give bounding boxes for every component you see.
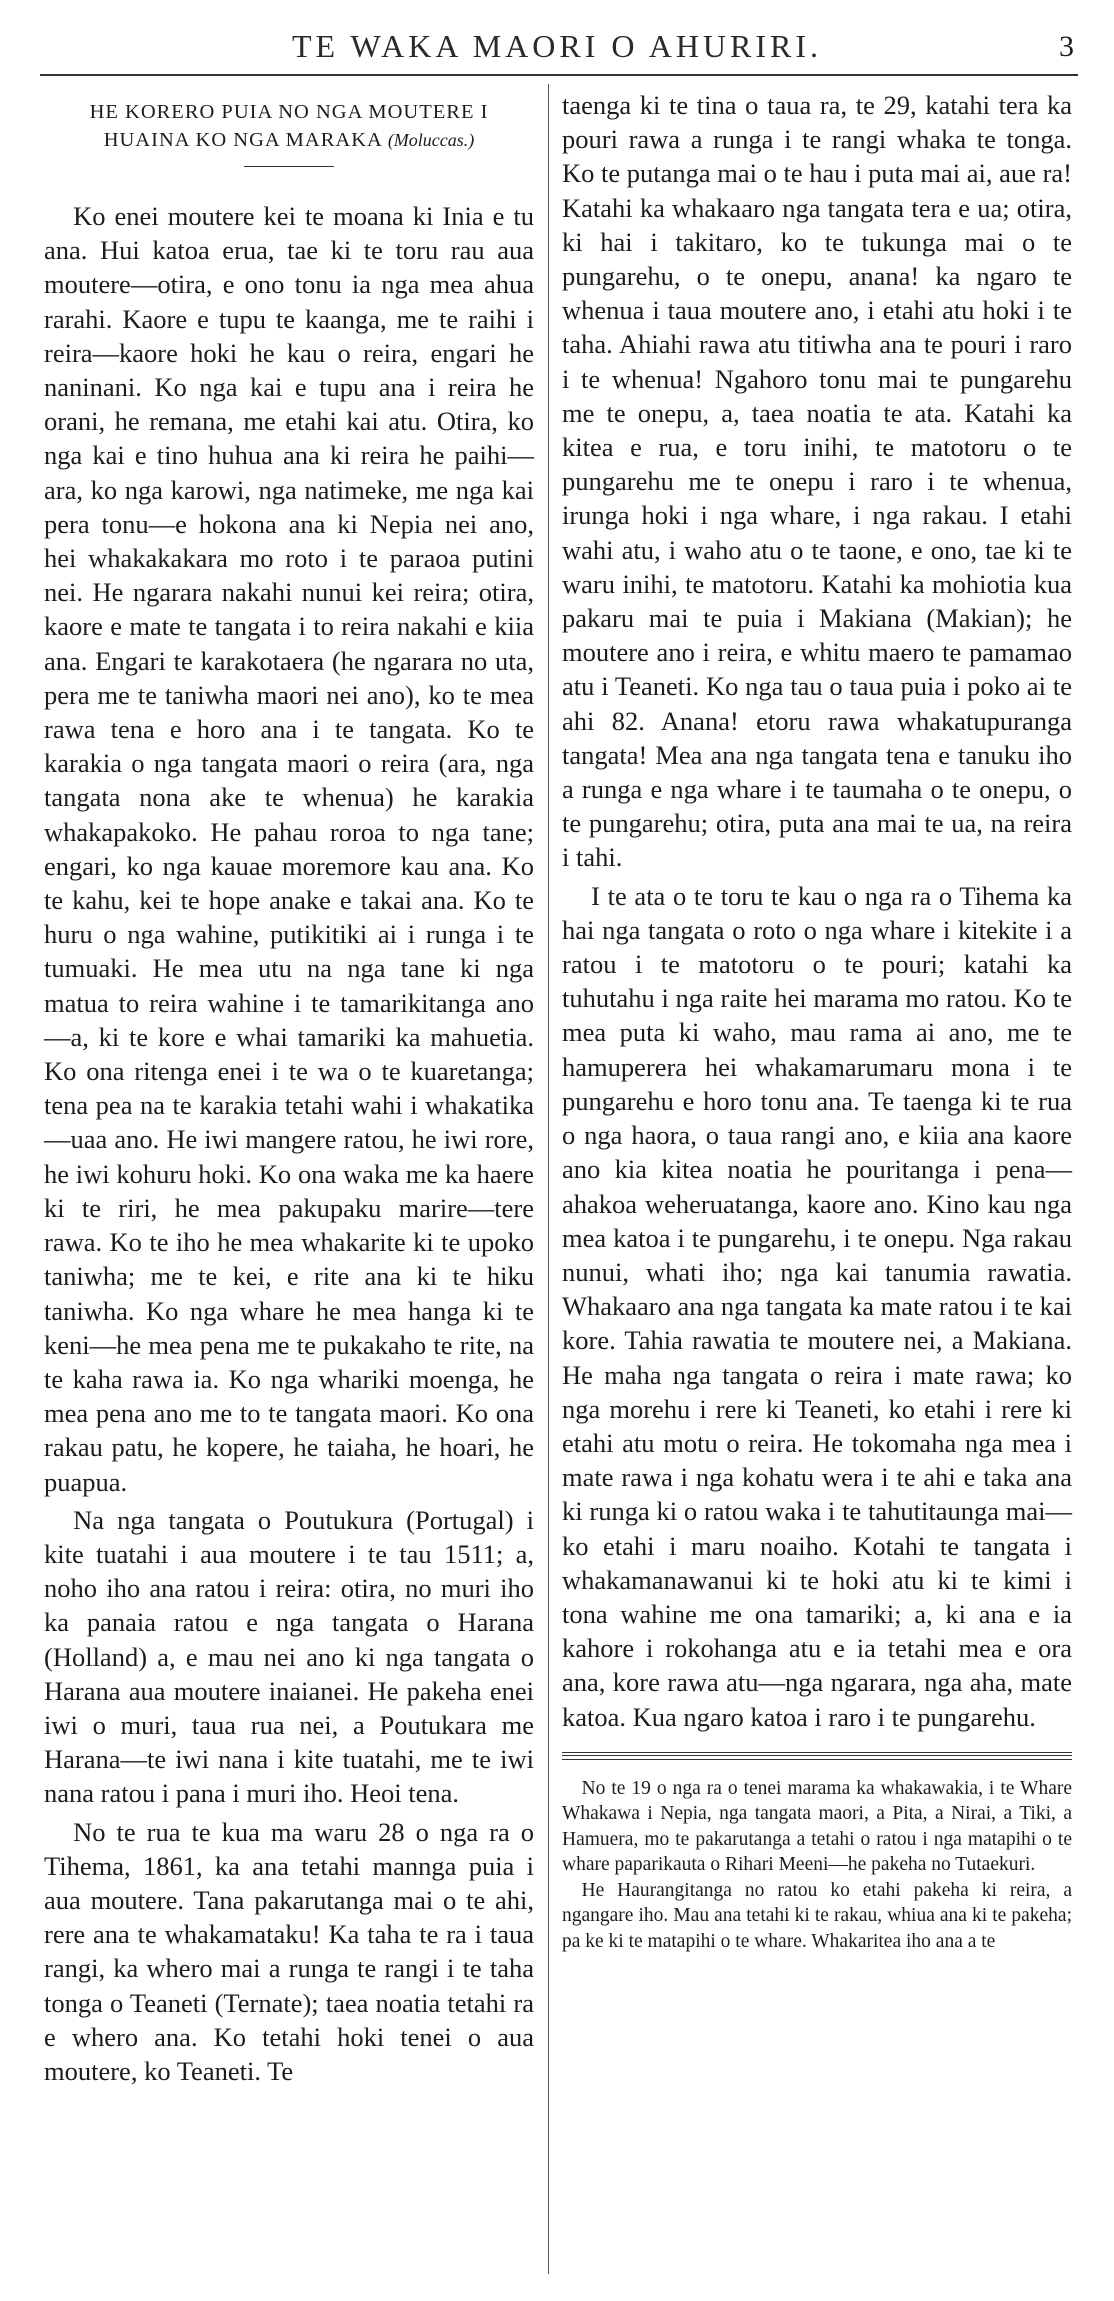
title-rule <box>244 166 334 167</box>
article-paragraph-3-continued: taenga ki te tina o taua ra, te 29, katahi tera ka pouri rawa a runga i te rangi whaka te tonga. Ko te putanga mai o te hau i puta mai ai, aue ra! Katahi ka whakaaro nga tangata tera e ua; otira, ki hai i takitaro, ko te tukunga mai o te pungarehu, o te onepu, anana! ka ngaro te whenua i taua moutere ano, i etahi atu hoki i te taha. Ahiahi rawa atu titiwha ana te pouri i raro i te whenua! Ngahoro tonu mai te pungarehu me te onepu, a, taea noatia te ata. Katahi ka kitea e rua, e toru inihi, te matotoru o te pungarehu me te onepu i raro i te whenua, irunga hoki i nga whare, i nga rakau. I etahi wahi atu, i waho atu o te taone, e ono, tae ki te waru inihi, te matotoru. Katahi ka mohiotia kua pakaru mai te puia i Makiana (Makian); he moutere ano i reira, e whitu maero te pamamao atu i Teaneti. Ko nga tau o taua puia i poko ai te ahi 82. Anana! etoru rawa whakatupuranga tangata! Mea ana nga tangata tena e tanuku iho a runga e nga whare i te taumaha o te onepu, o te pungarehu; otira, puta ana mai te ua, na reira i tahi. <box>562 90 1072 873</box>
article-paragraph-2: Na nga tangata o Poutukura (Portugal) i kite tuatahi i aua moutere i te tau 1511; a, noho iho ana ratou i reira: otira, no muri iho ka panaia ratou e nga tangata o Harana (Holland) a, e mau nei ano ki nga tangata o Harana aua moutere inaianei. He pakeha enei iwi o muri, taua rua nei, a Poutukara me Harana—te iwi nana i kite tuatahi, me te iwi nana ratou i pana i muri iho. Heoi tena. <box>44 1504 534 1809</box>
article-paragraph-1: Ko enei moutere kei te moana ki Inia e tu ana. Hui katoa erua, tae ki te toru rau aua moutere—otira, e ono tonu ia nga mea ahua rarahi. Kaore e tupu te kaanga, me te raihi i reira—kaore hoki he kau o reira, engari he naninani. Ko nga kai e tupu ana i reira he orani, he remana, me etahi kai atu. Otira, ko nga kai e tino huhua ana ki reira he paihi—ara, ko nga karowi, nga natimeke, me nga kai pera tonu—e hokona ana ki Nepia nei ano, hei whakakakara mo roto i te paraoa putini nei. He ngarara nakahi nunui kei reira; otira, kaore e mate te tangata i to reira nakahi e kiia ana. Engari te karakotaera (he ngarara no uta, pera me te taniwha maori nei ano), ko te mea rawa tena e horo ana i te tangata. Ko te karakia o nga tangata maori o reira (ara, nga tangata nona ake te whenua) he karakia whakapakoko. He pahau roroa to nga tane; engari, ko nga kauae moremore kau ana. Ko te kahu, kei te hope anake e takai ana. Ko te huru o nga wahine, putikitiki ai i runga i te tumuaki. He mea utu na nga tane ki nga matua to reira wahine i te tamarikitanga ano—a, ki te kore e whai tamariki ka mahuetia. Ko ona ritenga enei i te wa o te kuaretanga; tena pea na te karakia tetahi wahi i whakatika—uaa ano. He iwi mangere ratou, he iwi rore, he iwi kohuru hoki. Ko ona waka me ka haere ki te riri, he mea pakupaku marire—tere rawa. Ko te iho he mea whakarite ki te upoko taniwha; me te kei, e rite ana ki te hiku taniwha. Ko nga whare he mea hanga ki te keni—he mea pena me te pukakaho te rite, na te kaha rawa ia. Ko nga whariki moenga, he mea pena ano me to te tangata maori. Ko ona rakau patu, he kopere, he taiaha, he hoari, he puapua. <box>44 201 534 1497</box>
article-paragraph-3: No te rua te kua ma waru 28 o nga ra o Tihema, 1861, ka ana tetahi mannga puia i aua moutere. Tana pakarutanga mai o te ahi, rere ana te whakamataku! Ka taha te ra i taua rangi, ka whero mai a runga te rangi i te taha tonga o Teaneti (Ternate); taea noatia tetahi ra e whero ana. Ko tetahi hoki tenei o aua moutere, ko Teaneti. Te <box>44 1816 534 2086</box>
header-rule <box>40 74 1078 76</box>
page-number: 3 <box>1059 30 1074 63</box>
right-column <box>562 88 1072 1954</box>
running-head: TE WAKA MAORI O AHURIRI. <box>291 28 823 64</box>
article-paragraph-4: I te ata o te toru te kau o nga ra o Tihema ka hai nga tangata o roto o nga whare i kitekite i a ratou i te matotoru o te pouri; katahi ka tuhutahu i nga raite hei marama mo ratou. Ko te mea puta ki waho, mau rama ai ano, me te hamuperera hei whakamarumaru mona i te pungarehu e horo tonu ana. Te taenga ki te rua o nga haora, o taua rangi ano, e kiia ana kaore ano kia kitea noatia he pouritanga i pena—ahakoa weheruatanga, kaore ano. Kino kau nga mea katoa i te pungarehu, i te onepu. Nga rakau nunui, whati iho; nga kai tanumia rawatia. Whakaaro ana nga tangata ka mate ratou i te kai kore. Tahia rawatia te moutere nei, a Makiana. He maha nga tangata o reira i mate rawa; ko nga morehu i rere ki Teaneti, ko etahi i rere ki etahi atu motu o reira. He tokomaha nga mea i mate rawa i nga kohatu wera i te ahi e taka ana ki runga ki o ratou waka i te tahutitaunga mai—ko etahi i maru noaiho. Kotahi te tangata i whakamanawanui ki te hoki atu ki te kimi i tona wahine me ona tamariki; a, ki ana e ia kahore i rokohanga atu e ia tetahi mea e ora ana, kore rawa atu—nga ngarara, nga aha, mate katoa. Kua ngaro katoa i raro i te pungarehu. <box>562 880 1072 1732</box>
article-title <box>44 98 534 154</box>
column-divider <box>548 84 549 2274</box>
article-end-rule <box>562 1752 1072 1760</box>
left-column <box>44 88 534 2088</box>
article-title-text: HE KORERO PUIA NO NGA MOUTERE I HUAINA KO NGA MARAKA <box>89 101 489 151</box>
court-notice-paragraph-1: No te 19 o nga ra o tenei marama ka whakawakia, i te Whare Whakawa i Nepia, nga tangata maori, a Pita, a Nirai, a Tiki, a Hamuera, mo te pakarutanga a tetahi o ratou i nga matapihi o te whare paparikauta o Rihari Meeni—he pakeha no Tutaekuri. <box>562 1777 1072 1876</box>
court-notice-paragraph-2: He Haurangitanga no ratou ko etahi pakeha ki reira, a ngangare iho. Mau ana tetahi ki te rakau, whiua ana ki te pakeha; pa ke ki te matapihi o te whare. Whakaritea iho ana a te <box>562 1879 1072 1952</box>
article-title-note: (Moluccas.) <box>387 130 475 150</box>
court-notice <box>562 1776 1072 1955</box>
